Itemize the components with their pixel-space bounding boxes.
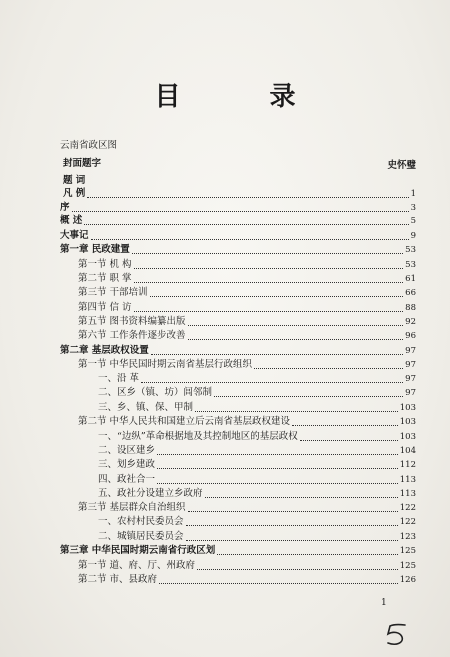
toc-entry[interactable] (63, 157, 330, 171)
toc-entry-page: 125 (399, 561, 416, 571)
toc-leader (195, 410, 398, 412)
toc-leader (134, 267, 404, 269)
toc-entry[interactable] (78, 573, 416, 587)
toc-entry[interactable] (78, 501, 416, 515)
toc-leader (300, 439, 398, 441)
toc-entry-label: 五、政社分设建立乡政府 (98, 488, 203, 499)
toc-leader (188, 510, 398, 512)
toc-entry-label: 二、区乡（镇、坊）闾邻制 (98, 387, 213, 398)
toc-entry-label: 一、沿 革 (98, 373, 140, 384)
toc-entry[interactable] (63, 174, 416, 188)
toc-entry-page: 103 (399, 432, 416, 442)
toc-entry[interactable] (98, 530, 416, 544)
toc-entry-label: 大事记 (60, 230, 89, 241)
toc-entry-page: 1 (410, 189, 416, 199)
toc-entry-label: 凡 例 (63, 188, 86, 199)
toc-entry[interactable] (98, 515, 416, 529)
toc-leader (150, 295, 404, 297)
toc-entry-page: 97 (405, 388, 416, 398)
toc-entry[interactable] (78, 415, 416, 429)
toc-entry[interactable] (98, 458, 416, 472)
toc-entry-page: 97 (405, 374, 416, 384)
toc-entry-page: 3 (410, 203, 416, 213)
toc-entry-label: 第二节 市、县政府 (78, 574, 158, 585)
toc-entry-label: 第一节 机 构 (78, 259, 132, 270)
toc-entry-page: 103 (399, 403, 416, 413)
toc-entry-page: 126 (399, 575, 416, 585)
toc-entry[interactable] (98, 430, 416, 444)
toc-leader (157, 467, 398, 469)
toc-leader (151, 353, 403, 355)
toc-entry-label: 第二章 基层政权设置 (60, 345, 149, 356)
toc-entry[interactable] (60, 139, 416, 153)
toc-entry-label: 封面题字 (63, 158, 102, 169)
toc-leader (159, 582, 398, 584)
toc-leader (84, 223, 408, 225)
toc-entry-label: 概 述 (60, 215, 83, 226)
toc-entry-label: 序 (60, 202, 70, 213)
toc-leader (186, 539, 398, 541)
toc-entry-page: 9 (410, 231, 416, 241)
toc-entry-page: 88 (405, 303, 416, 313)
toc-entry-label: 第一节 中华民国时期云南省基层行政组织 (78, 359, 253, 370)
toc-leader (205, 496, 398, 498)
toc-leader (87, 184, 414, 185)
toc-leader (134, 310, 404, 312)
toc-entry-label: 一、农村村民委员会 (98, 516, 184, 527)
toc-leader (157, 453, 398, 455)
toc-entry-page: 125 (399, 546, 416, 556)
toc-entry-label: 第三节 基层群众自治组织 (78, 502, 186, 513)
toc-leader (188, 338, 404, 340)
toc-entry[interactable] (60, 201, 416, 215)
toc-entry-label: 第三章 中华民国时期云南省行政区划 (60, 545, 216, 556)
toc-entry-label: 第一节 道、府、厅、州政府 (78, 560, 196, 571)
toc-entry[interactable] (78, 286, 416, 300)
toc-entry-page: 53 (405, 245, 416, 255)
toc-leader (134, 281, 404, 283)
toc-leader (141, 381, 403, 383)
toc-entry-label: 第五节 图书资料编纂出版 (78, 316, 186, 327)
toc-entry-page: 122 (399, 503, 416, 513)
toc-entry[interactable] (78, 329, 416, 343)
toc-entry-page: 61 (405, 274, 416, 284)
toc-entry-page: 123 (399, 532, 416, 542)
toc-leader (103, 167, 328, 168)
toc-entry-page: 97 (405, 346, 416, 356)
toc-entry-label: 三、乡、镇、保、甲制 (98, 402, 194, 413)
toc-leader (214, 395, 403, 397)
toc-entry[interactable] (78, 258, 416, 272)
toc-entry[interactable] (60, 243, 416, 257)
toc-entry-label: 一、“边纵”革命根据地及其控制地区的基层政权 (98, 431, 298, 442)
toc-leader (217, 553, 397, 555)
toc-entry[interactable] (78, 301, 416, 315)
toc-entry[interactable] (98, 473, 416, 487)
toc-leader (292, 424, 398, 426)
toc-entry-page: 53 (405, 260, 416, 270)
toc-entry-label: 二、设区建乡 (98, 445, 156, 456)
author-name: 史怀璧 (387, 160, 416, 171)
toc-entry[interactable] (60, 544, 416, 558)
toc-leader (132, 252, 403, 254)
toc-leader (188, 324, 404, 326)
toc-entry[interactable] (98, 386, 416, 400)
handwritten-mark (383, 622, 411, 648)
toc-entry-page: 66 (405, 288, 416, 298)
toc-entry-page: 96 (405, 331, 416, 341)
toc-entry-label: 第二节 职 掌 (78, 273, 132, 284)
toc-entry[interactable] (60, 229, 416, 243)
toc-leader (119, 149, 414, 150)
toc-entry-page: 112 (399, 460, 416, 470)
toc-entry-label: 四、政社合一 (98, 474, 156, 485)
toc-entry-page: 113 (399, 475, 416, 485)
toc-entry[interactable] (98, 487, 416, 501)
toc-entry-label: 三、划乡建政 (98, 459, 156, 470)
toc-entry[interactable] (98, 372, 416, 386)
toc-leader (254, 367, 403, 369)
toc-leader (87, 196, 408, 198)
toc-entry-label: 第六节 工作条件逐步改善 (78, 330, 186, 341)
toc-entry[interactable] (98, 444, 416, 458)
toc-entry[interactable] (63, 187, 416, 201)
toc-entry[interactable] (78, 358, 416, 372)
toc-entry-page: 97 (405, 360, 416, 370)
toc-leader (186, 524, 398, 526)
toc-entry[interactable] (98, 401, 416, 415)
toc-entry[interactable] (60, 344, 416, 358)
toc-entry-label: 二、城镇居民委员会 (98, 531, 184, 542)
toc-entry-page: 104 (399, 446, 416, 456)
toc-entry-page: 122 (399, 517, 416, 527)
toc-entry[interactable] (78, 315, 416, 329)
page-number: 1 (381, 598, 387, 608)
toc-entry-page: 92 (405, 317, 416, 327)
toc-entry[interactable] (78, 559, 416, 573)
toc-leader (91, 238, 409, 240)
toc-leader (72, 210, 409, 212)
toc-entry-label: 第三节 干部培训 (78, 287, 148, 298)
toc-entry-label: 第一章 民政建置 (60, 244, 130, 255)
toc-entry[interactable] (78, 272, 416, 286)
toc-entry[interactable] (60, 214, 416, 228)
toc-entry-page: 113 (399, 489, 416, 499)
page-title: 目 录 (154, 82, 336, 112)
toc-entry-label: 题 词 (63, 175, 86, 186)
toc-entry-label: 第四节 信 访 (78, 302, 132, 313)
toc-leader (197, 568, 398, 570)
toc-leader (157, 482, 398, 484)
toc-entry-page: 103 (399, 417, 416, 427)
toc-entry-page: 5 (410, 216, 416, 226)
toc-entry-label: 云南省政区图 (60, 140, 118, 151)
toc-entry-label: 第二节 中华人民共和国建立后云南省基层政权建设 (78, 416, 291, 427)
